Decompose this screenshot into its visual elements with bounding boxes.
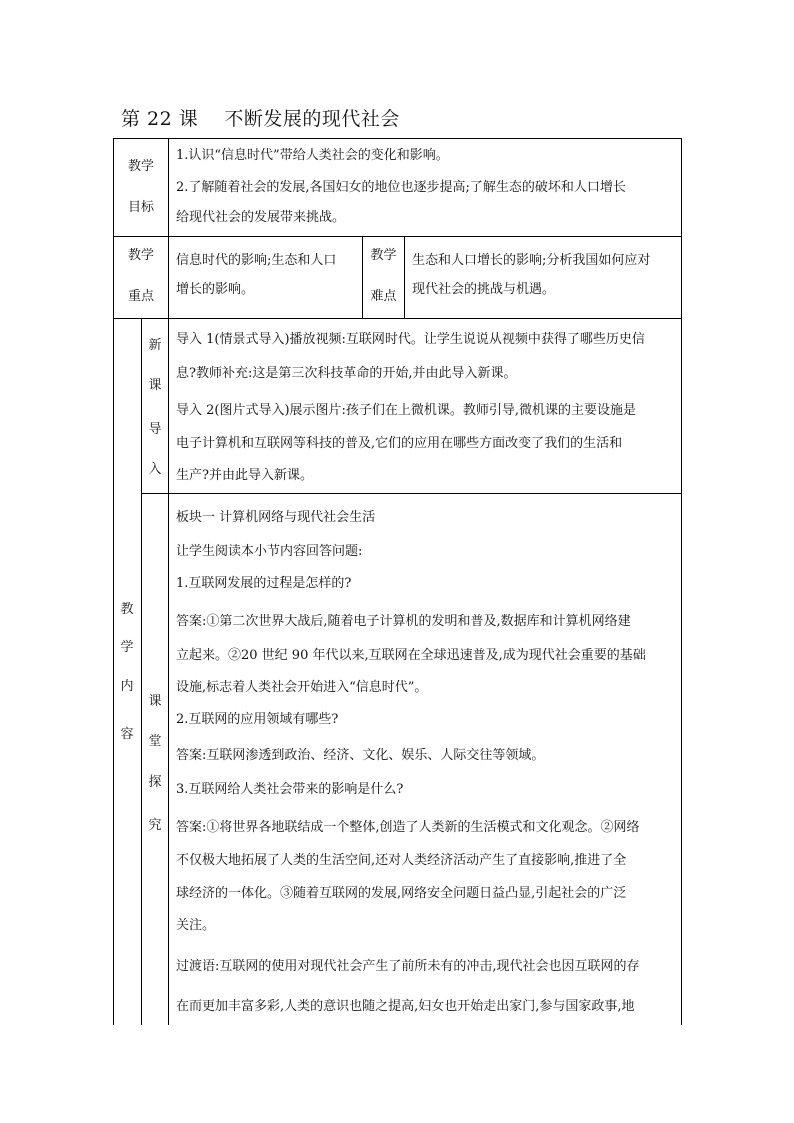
explore-answer: 球经济的一体化。③随着互联网的发展,网络安全问题日益凸显,引起社会的广泛	[176, 886, 627, 901]
page-title: 第 22 课 不断发展的现代社会	[121, 108, 400, 130]
transition-line: 在而更加丰富多彩,人类的意识也随之提高,妇女也开始走出家门,参与国家政事,地	[176, 999, 635, 1014]
intro-line: 生产?并由此导入新课。	[176, 468, 313, 483]
label-explore-char: 堂	[148, 734, 162, 749]
explore-answer: 答案:互联网渗透到政治、经济、文化、娱乐、人际交往等领域。	[176, 748, 545, 763]
intro-line: 导入 1(情景式导入)播放视频:互联网时代。让学生说说从视频中获得了哪些历史信	[176, 332, 645, 347]
label-content-char: 教	[120, 602, 134, 617]
keypoints-line: 增长的影响。	[176, 282, 255, 297]
label-intro-char: 导	[148, 422, 162, 437]
difficulties-line: 现代社会的挑战与机遇。	[412, 282, 556, 297]
label-content-char: 学	[120, 640, 134, 655]
explore-answer: 不仅极大地拓展了人类的生活空间,还对人类经济活动产生了直接影响,推进了全	[176, 853, 627, 868]
explore-question: 2.互联网的应用领域有哪些?	[176, 712, 339, 727]
objective-line: 给现代社会的发展带来挑战。	[176, 210, 346, 225]
explore-answer: 答案:①将世界各地联结成一个整体,创造了人类新的生活模式和文化观念。②网络	[176, 820, 640, 835]
label-keypoints-1: 教学	[127, 248, 154, 263]
label-content-char: 内	[120, 679, 134, 694]
explore-question: 3.互联网给人类社会带来的影响是什么?	[176, 782, 404, 797]
label-explore-char: 课	[148, 694, 162, 709]
explore-question: 1.互联网发展的过程是怎样的?	[176, 576, 352, 591]
label-difficulties-1: 教学	[370, 248, 397, 263]
label-explore-char: 究	[148, 818, 162, 833]
explore-answer: 答案:①第二次世界大战后,随着电子计算机的发明和普及,数据库和计算机网络建	[176, 614, 631, 629]
label-objectives-2: 目标	[127, 200, 154, 215]
intro-line: 电子计算机和互联网等科技的普及,它们的应用在哪些方面改变了我们的生活和	[176, 436, 623, 451]
label-objectives-1: 教学	[127, 159, 154, 174]
difficulties-line: 生态和人口增长的影响;分析我国如何应对	[412, 253, 651, 268]
label-difficulties-2: 难点	[370, 289, 397, 304]
intro-line: 导入 2(图片式导入)展示图片:孩子们在上微机课。教师引导,微机课的主要设施是	[176, 403, 637, 418]
intro-line: 息?教师补充:这是第三次科技革命的开始,并由此导入新课。	[176, 366, 517, 381]
explore-line: 让学生阅读本小节内容回答问题:	[176, 544, 363, 559]
explore-answer: 立起来。②20 世纪 90 年代以来,互联网在全球迅速普及,成为现代社会重要的基础	[176, 648, 646, 663]
transition-line: 过渡语:互联网的使用对现代社会产生了前所未有的冲击,现代社会也因互联网的存	[176, 959, 640, 974]
label-intro-char: 课	[148, 378, 162, 393]
explore-answer: 关注。	[176, 918, 216, 933]
explore-section-heading: 板块一 计算机网络与现代社会生活	[176, 510, 376, 525]
keypoints-line: 信息时代的影响;生态和人口	[176, 253, 337, 268]
label-keypoints-2: 重点	[127, 289, 154, 304]
label-intro-char: 入	[148, 462, 162, 477]
label-intro-char: 新	[148, 338, 162, 353]
explore-answer: 设施,标志着人类社会开始进入“信息时代”。	[176, 680, 428, 695]
objective-line: 1.认识“信息时代”带给人类社会的变化和影响。	[176, 148, 449, 163]
label-explore-char: 探	[148, 775, 162, 790]
label-content-char: 容	[120, 727, 134, 742]
objective-line: 2.了解随着社会的发展,各国妇女的地位也逐步提高;了解生态的破坏和人口增长	[176, 180, 626, 195]
